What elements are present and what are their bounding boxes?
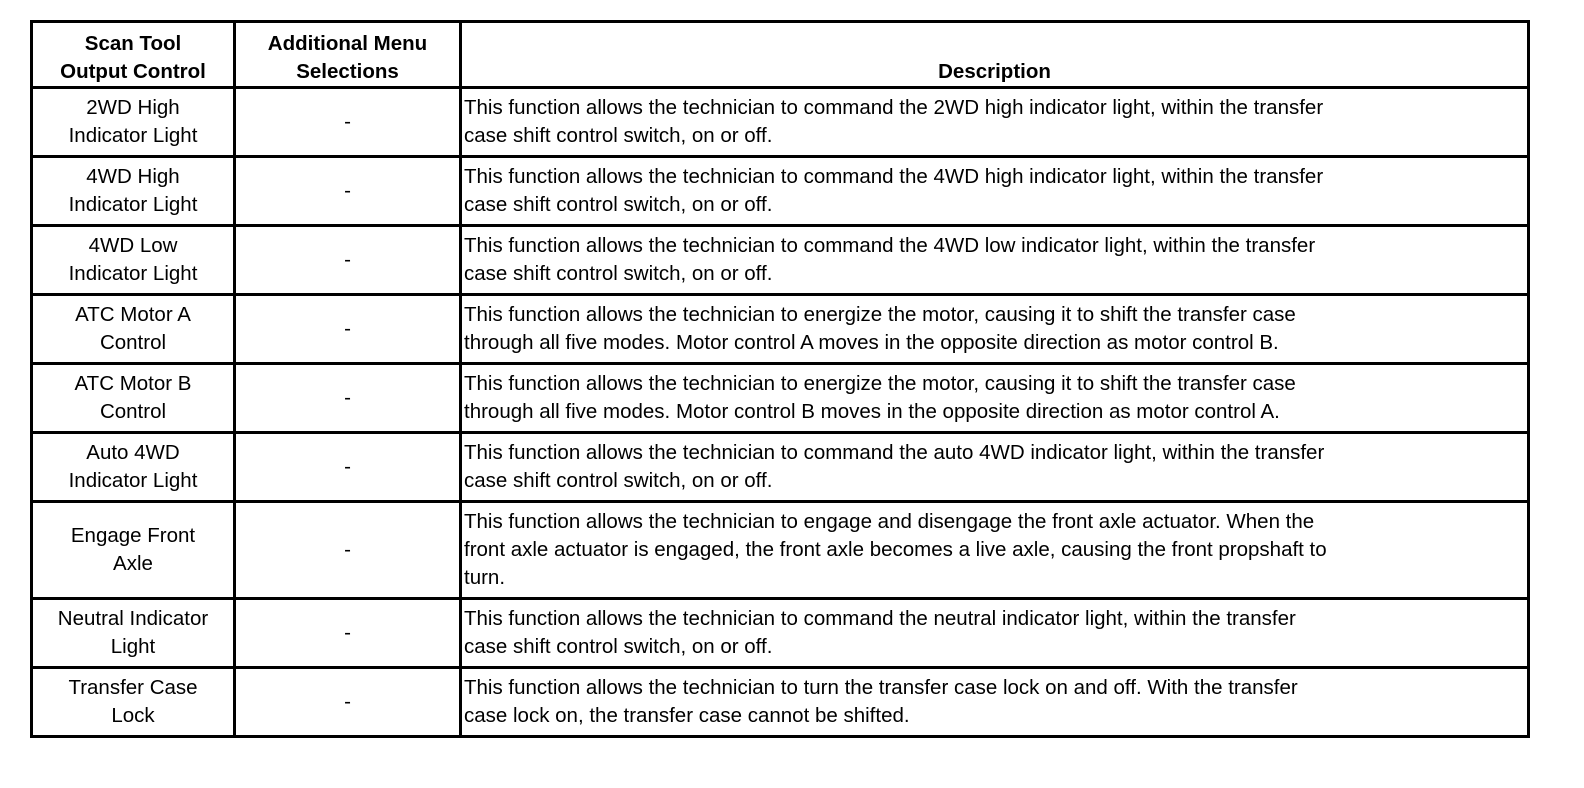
description-cell: This function allows the technician to command the neutral indicator light, within the transfer case shift control switch, on or off. xyxy=(461,599,1529,668)
menu-cell: - xyxy=(235,88,461,157)
description-cell: This function allows the technician to energize the motor, causing it to shift the transfer case through all five modes. Motor control B moves in the opposite direction as motor control A. xyxy=(461,364,1529,433)
control-cell: ATC Motor A Control xyxy=(32,295,235,364)
control-cell: Neutral Indicator Light xyxy=(32,599,235,668)
table-row xyxy=(32,295,1529,364)
header-row xyxy=(32,22,1529,88)
table-header xyxy=(32,22,1529,88)
control-cell: 4WD High Indicator Light xyxy=(32,157,235,226)
control-cell: 2WD High Indicator Light xyxy=(32,88,235,157)
menu-cell: - xyxy=(235,295,461,364)
output-control-table xyxy=(30,20,1530,738)
table-row xyxy=(32,502,1529,599)
table-row xyxy=(32,364,1529,433)
menu-cell: - xyxy=(235,668,461,737)
description-cell: This function allows the technician to energize the motor, causing it to shift the transfer case through all five modes. Motor control A moves in the opposite direction as motor control B. xyxy=(461,295,1529,364)
menu-cell: - xyxy=(235,226,461,295)
description-cell: This function allows the technician to command the 2WD high indicator light, within the transfer case shift control switch, on or off. xyxy=(461,88,1529,157)
table-row xyxy=(32,433,1529,502)
menu-cell: - xyxy=(235,433,461,502)
description-cell: This function allows the technician to command the auto 4WD indicator light, within the transfer case shift control switch, on or off. xyxy=(461,433,1529,502)
table-row xyxy=(32,157,1529,226)
control-cell: Auto 4WD Indicator Light xyxy=(32,433,235,502)
description-cell: This function allows the technician to command the 4WD high indicator light, within the transfer case shift control switch, on or off. xyxy=(461,157,1529,226)
header-control: Scan Tool Output Control xyxy=(32,22,235,88)
description-cell: This function allows the technician to turn the transfer case lock on and off. With the transfer case lock on, the transfer case cannot be shifted. xyxy=(461,668,1529,737)
menu-cell: - xyxy=(235,599,461,668)
header-description: Description xyxy=(461,22,1529,88)
menu-cell: - xyxy=(235,157,461,226)
control-cell: 4WD Low Indicator Light xyxy=(32,226,235,295)
control-cell: Transfer Case Lock xyxy=(32,668,235,737)
description-cell: This function allows the technician to command the 4WD low indicator light, within the transfer case shift control switch, on or off. xyxy=(461,226,1529,295)
menu-cell: - xyxy=(235,502,461,599)
control-cell: ATC Motor B Control xyxy=(32,364,235,433)
table-row xyxy=(32,226,1529,295)
description-cell: This function allows the technician to engage and disengage the front axle actuator. When the front axle actuator is engaged, the front axle becomes a live axle, causing the front propshaft to turn. xyxy=(461,502,1529,599)
menu-cell: - xyxy=(235,364,461,433)
table-row xyxy=(32,88,1529,157)
table-row xyxy=(32,668,1529,737)
table-row xyxy=(32,599,1529,668)
control-cell: Engage Front Axle xyxy=(32,502,235,599)
table-body xyxy=(32,88,1529,737)
header-menu: Additional Menu Selections xyxy=(235,22,461,88)
